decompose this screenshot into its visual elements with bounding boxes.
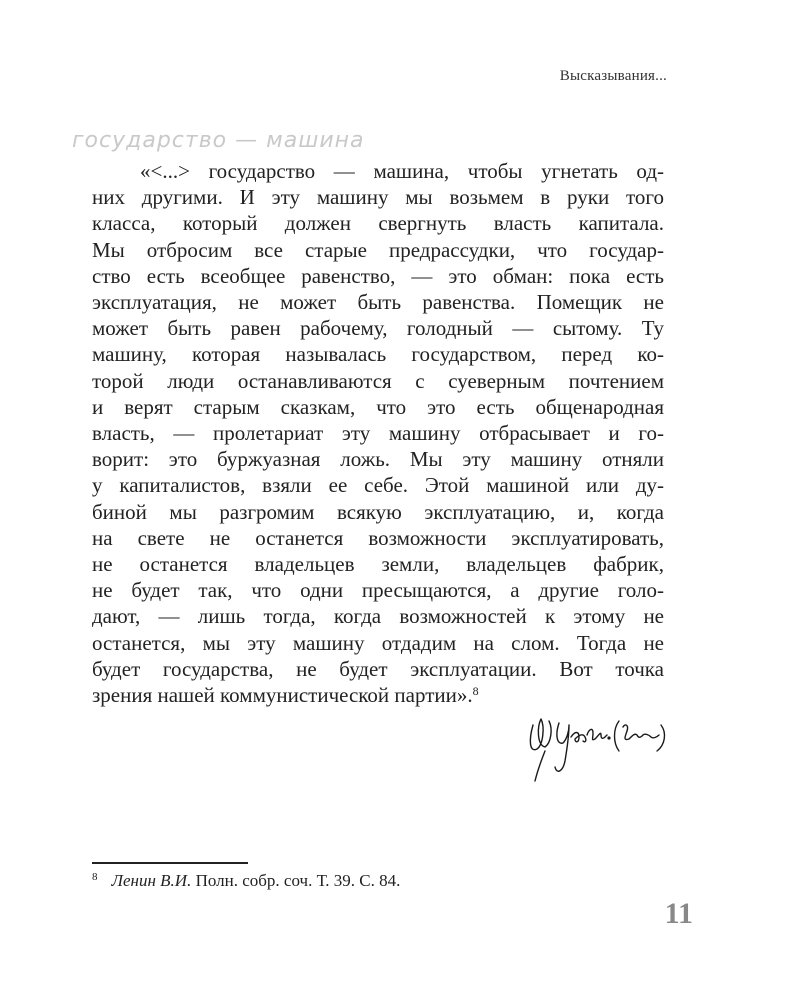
- quote-line: Мы отбросим все старые предрассудки, что государ-: [92, 237, 664, 262]
- quote-line: них другими. И эту машину мы возьмем в руки того: [92, 185, 664, 210]
- footnote-author: Ленин В.И.: [111, 871, 192, 890]
- quote-line: «<...> государство — машина, чтобы угнетать од-: [140, 159, 664, 183]
- marginal-note: государство — машина: [72, 128, 365, 153]
- quote-line: машину, которая называлась государством, перед ко-: [92, 342, 664, 367]
- running-head: Высказывания...: [559, 68, 667, 84]
- footnote-divider: [92, 862, 248, 864]
- quote-line: не останется владельцев земли, владельцев фабрик,: [92, 552, 664, 577]
- quote-line: зрения нашей коммунистической партии».: [92, 683, 473, 708]
- page-number: 11: [664, 897, 693, 930]
- quote-line: может быть равен рабочему, голодный — сытому. Ту: [92, 316, 664, 341]
- footnote-reference[interactable]: 8: [472, 684, 479, 699]
- quote-line: на свете не останется возможности эксплуатировать,: [92, 525, 664, 550]
- quote-line: власть, — пролетариат эту машину отбрасывает и го-: [92, 421, 664, 446]
- quote-text: [92, 158, 664, 708]
- quote-line: дают, — лишь тогда, когда возможностей к этому не: [92, 604, 664, 629]
- footnote-source: Полн. собр. соч. Т. 39. С. 84.: [195, 871, 401, 890]
- footnote-number: 8: [92, 871, 98, 883]
- footnote: [92, 871, 400, 891]
- quote-line: останется, мы эту машину отдадим на слом. Тогда не: [92, 630, 664, 655]
- signature: [525, 705, 670, 785]
- quote-line: торой люди останавливаются с суеверным почтением: [92, 368, 664, 393]
- quote-line: у капиталистов, взяли ее себе. Этой машиной или ду-: [92, 473, 664, 498]
- quote-line: эксплуатация, не может быть равенства. Помещик не: [92, 290, 664, 315]
- quote-line: класса, который должен свергнуть власть капитала.: [92, 211, 664, 236]
- quote-line: и верят старым сказкам, что это есть общенародная: [92, 394, 664, 419]
- quote-line: биной мы разгромим всякую эксплуатацию, и, когда: [92, 499, 664, 524]
- quote-line: не будет так, что одни пресыщаются, а другие голо-: [92, 578, 664, 603]
- quote-line: ворит: это буржуазная ложь. Мы эту машину отняли: [92, 447, 664, 472]
- quote-line: ство есть всеобщее равенство, — это обман: пока есть: [92, 263, 664, 288]
- quote-line: будет государства, не будет эксплуатации. Вот точка: [92, 656, 664, 681]
